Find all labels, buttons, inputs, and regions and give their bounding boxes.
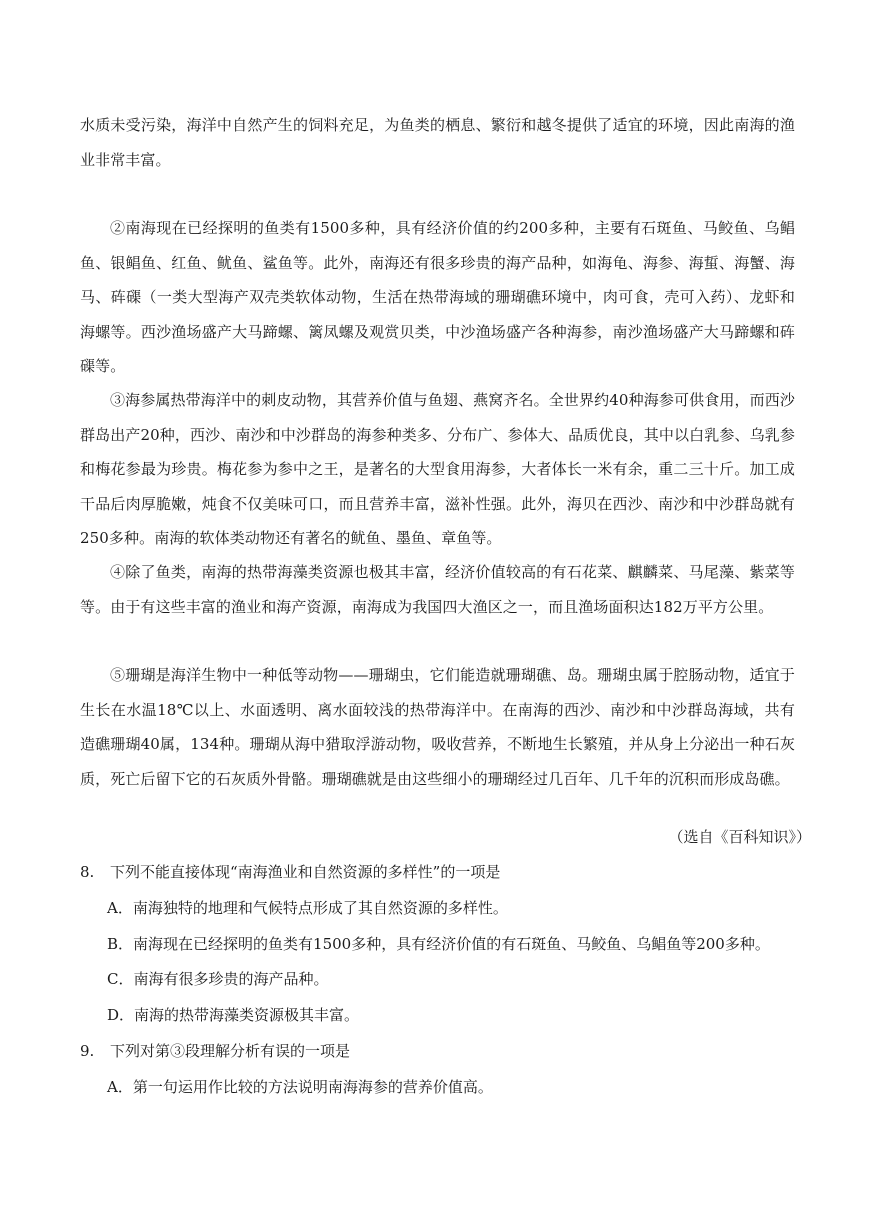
question-number: 9. [80, 1042, 95, 1060]
passage-paragraph-2: ②南海现在已经探明的鱼类有1500多种，具有经济价值的约200多种，主要有石斑鱼、马鲛鱼、乌鲳鱼、银鲳鱼、红鱼、鱿鱼、鲨鱼等。此外，南海还有很多珍贵的海产品种，如海龟、海参、海蜇、海蟹、海马、砗磲（一类大型海产双壳类软体动物，生活在热带海域的珊瑚礁环境中，肉可食，壳可入药）、龙虾和海螺等。西沙渔场盛产大马蹄螺、篱凤螺及观赏贝类，中沙渔场盛产各种海参，南沙渔场盛产大马蹄螺和砗磲等。 [80, 219, 795, 375]
question-number: 8. [80, 863, 95, 881]
passage-source: （选自《百科知识》） [668, 828, 811, 846]
question-stem: 下列对第③段理解分析有误的一项是 [110, 1042, 351, 1060]
passage-paragraph-3: ③海参属热带海洋中的刺皮动物，其营养价值与鱼翅、燕窝齐名。全世界约40种海参可供食用，而西沙群岛出产20种，西沙、南沙和中沙群岛的海参种类多、分布广、参体大、品质优良，其中以白乳参、乌乳参和梅花参最为珍贵。梅花参为参中之王，是著名的大型食用海参，大者体长一米有余，重二三十斤。加工成干品后肉厚脆嫩，炖食不仅美味可口，而且营养丰富，滋补性强。此外，海贝在西沙、南沙和中沙群岛就有250多种。南海的软体类动物还有著名的鱿鱼、墨鱼、章鱼等。 [80, 391, 795, 547]
question-8-option-c: C．南海有很多珍贵的海产品种。 [107, 970, 329, 988]
question-9-option-a: A．第一句运用作比较的方法说明南海海参的营养价值高。 [107, 1078, 493, 1096]
question-8 [80, 857, 500, 887]
question-9 [80, 1036, 350, 1066]
passage-paragraph-5: ⑤珊瑚是海洋生物中一种低等动物——珊瑚虫，它们能造就珊瑚礁、岛。珊瑚虫属于腔肠动物，适宜于生长在水温18℃以上、水面透明、离水面较浅的热带海洋中。在南海的西沙、南沙和中沙群岛海域，共有造礁珊瑚40属，134种。珊瑚从海中猎取浮游动物，吸收营养，不断地生长繁殖，并从身上分泌出一种石灰质，死亡后留下它的石灰质外骨骼。珊瑚礁就是由这些细小的珊瑚经过几百年、几千年的沉积而形成岛礁。 [80, 666, 795, 788]
passage-paragraph-1: 水质未受污染，海洋中自然产生的饲料充足，为鱼类的栖息、繁衍和越冬提供了适宜的环境，因此南海的渔业非常丰富。 [80, 116, 795, 169]
passage-paragraph-4: ④除了鱼类，南海的热带海藻类资源也极其丰富，经济价值较高的有石花菜、麒麟菜、马尾藻、紫菜等等。由于有这些丰富的渔业和海产资源，南海成为我国四大渔区之一，而且渔场面积达182万平方公里。 [80, 563, 795, 616]
question-stem: 下列不能直接体现“南海渔业和自然资源的多样性”的一项是 [110, 863, 501, 881]
question-8-option-b: B．南海现在已经探明的鱼类有1500多种，具有经济价值的有石斑鱼、马鲛鱼、乌鲳鱼等200多种。 [107, 935, 770, 953]
question-8-option-d: D．南海的热带海藻类资源极其丰富。 [107, 1006, 360, 1024]
question-8-option-a: A．南海独特的地理和气候特点形成了其自然资源的多样性。 [107, 899, 508, 917]
